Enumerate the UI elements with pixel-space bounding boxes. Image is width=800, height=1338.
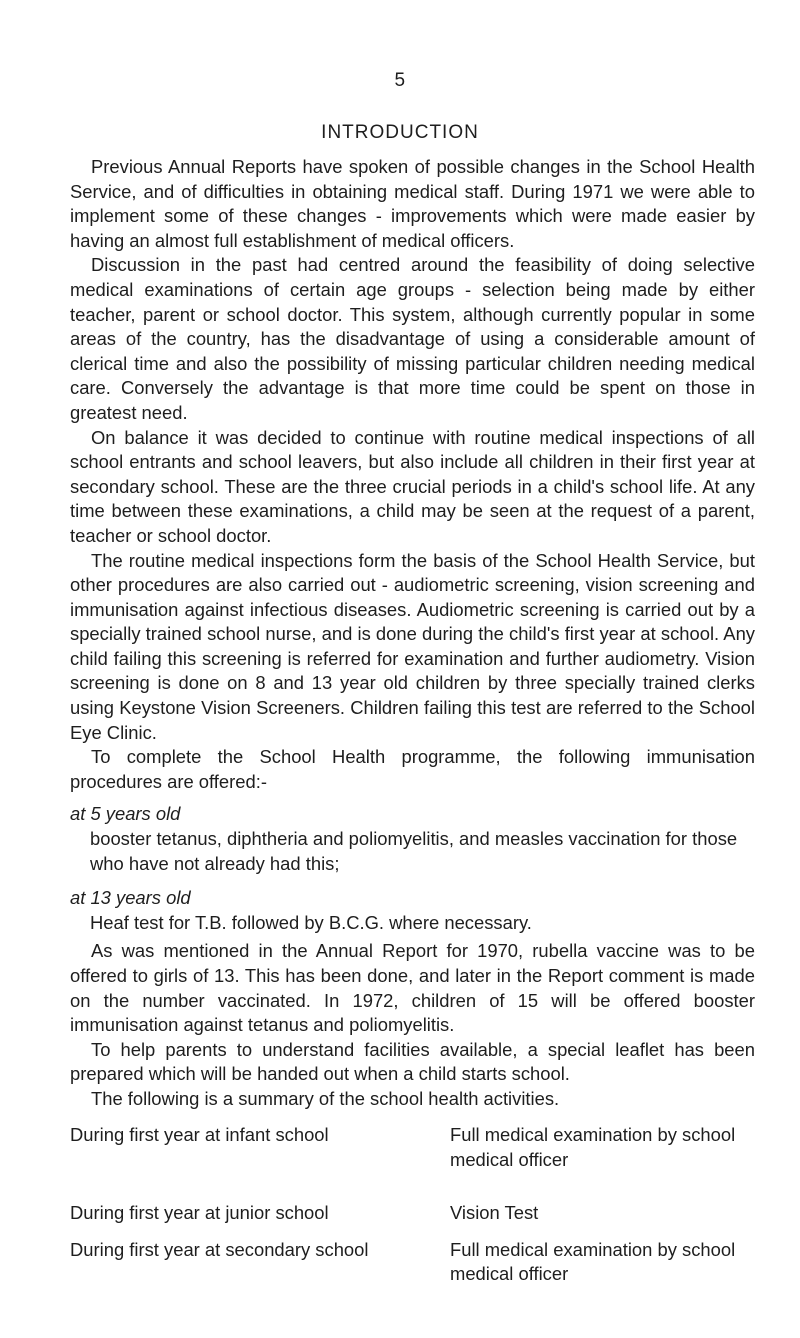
paragraph: To help parents to understand facilities available, a special leaflet has been prepared which will be handed out when a child starts school.	[70, 1038, 755, 1085]
paragraph: Discussion in the past had centred around the feasibility of doing selective medical examinations of certain age groups - selection being made by either teacher, parent or school doctor. This system, although currently popular in some areas of the country, has the disadvantage of using a considerable amount of clerical time and also the possibility of missing particular children needing medical care. Conversely the advantage is that more time could be spent on those in greatest need.	[70, 254, 755, 423]
paragraph: The routine medical inspections form the basis of the School Health Service, but other procedures are also carried out - audiometric screening, vision screening and immunisation against infectious diseases. Audiometric screening is carried out by a specially trained school nurse, and is done during the child's first year at school. Any child failing this screening is referred for examination and further audiometry. Vision screening is done on 8 and 13 year old children by three specially trained clerks using Keystone Vision Screeners. Children failing this test are referred to the School Eye Clinic.	[70, 549, 755, 743]
paragraph: As was mentioned in the Annual Report for 1970, rubella vaccine was to be offered to girls of 13. This has been done, and later in the Report comment is made on the number vaccinated. In 1972, children of 15 will be offered booster immunisation against tetanus and poliomyelitis.	[70, 940, 755, 1036]
summary-when: During first year at junior school	[70, 1202, 329, 1224]
page-number: 5	[394, 70, 406, 91]
page-title: INTRODUCTION	[321, 122, 479, 143]
age-heading: at 5 years old	[70, 803, 181, 825]
body-text	[70, 155, 755, 1112]
summary-when: During first year at secondary school	[70, 1238, 369, 1260]
paragraph: The following is a summary of the school health activities.	[91, 1087, 560, 1109]
summary-when: During first year at infant school	[70, 1124, 329, 1145]
summary-row	[70, 1238, 755, 1287]
age-detail: booster tetanus, diphtheria and poliomyelitis, and measles vaccination for those who have not already had this;	[90, 828, 738, 874]
age-detail: Heaf test for T.B. followed by B.C.G. where necessary.	[90, 911, 532, 933]
summary-row	[70, 1201, 755, 1226]
summary-what: Full medical examination by school medical officer	[450, 1124, 736, 1170]
age-heading: at 13 years old	[70, 887, 191, 909]
summary-row	[70, 1123, 755, 1172]
summary-table	[70, 1123, 755, 1287]
paragraph: Previous Annual Reports have spoken of possible changes in the School Health Service, and of difficulties in obtaining medical staff. During 1971 we were able to implement some of these changes - improvements which were made easier by having an almost full establishment of medical officers.	[70, 156, 755, 251]
summary-what: Full medical examination by school medical officer	[450, 1238, 736, 1285]
summary-what: Vision Test	[450, 1202, 539, 1224]
paragraph: On balance it was decided to continue with routine medical inspections of all school entrants and school leavers, but also include all children in their first year at secondary school. These are the three crucial periods in a child's school life. At any time between these examinations, a child may be seen at the request of a parent, teacher or school doctor.	[70, 426, 755, 546]
paragraph: To complete the School Health programme, the following immunisation procedures are offered:-	[70, 746, 755, 792]
